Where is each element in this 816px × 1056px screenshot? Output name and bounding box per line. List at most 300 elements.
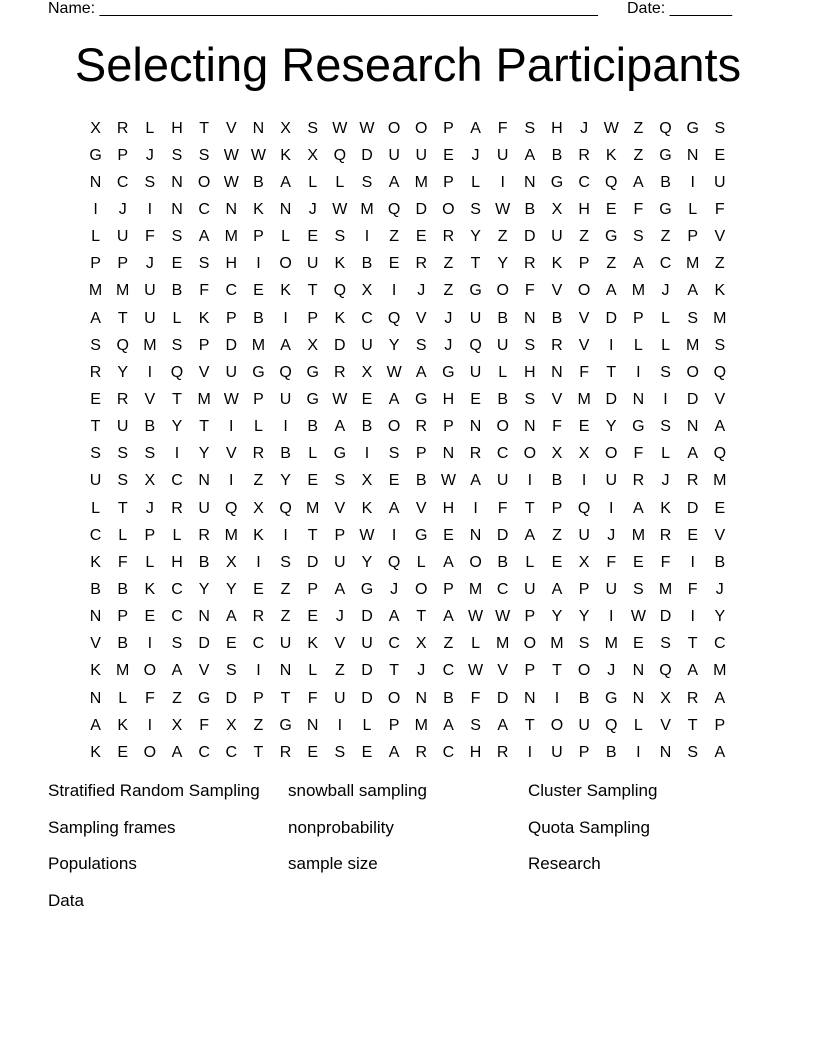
grid-letter[interactable]: X <box>361 472 373 490</box>
grid-letter[interactable]: G <box>415 390 428 408</box>
grid-letter[interactable]: B <box>198 553 210 571</box>
grid-letter[interactable]: W <box>603 119 619 137</box>
grid-letter[interactable]: M <box>306 499 320 517</box>
grid-letter[interactable]: D <box>334 336 346 354</box>
grid-letter[interactable]: T <box>552 662 562 680</box>
grid-letter[interactable]: G <box>659 146 672 164</box>
grid-letter[interactable]: F <box>470 689 481 707</box>
grid-letter[interactable]: I <box>147 635 153 653</box>
grid-letter[interactable]: P <box>90 255 101 273</box>
grid-letter[interactable]: D <box>361 662 373 680</box>
grid-letter[interactable]: S <box>334 228 346 246</box>
grid-letter[interactable]: L <box>172 526 182 544</box>
grid-letter[interactable]: P <box>551 499 563 517</box>
grid-letter[interactable]: B <box>551 146 563 164</box>
grid-letter[interactable]: M <box>577 390 591 408</box>
grid-letter[interactable]: R <box>551 336 563 354</box>
grid-letter[interactable]: Z <box>280 580 291 598</box>
grid-letter[interactable]: W <box>332 390 348 408</box>
grid-letter[interactable]: D <box>225 336 238 354</box>
grid-letter[interactable]: M <box>686 336 700 354</box>
grid-letter[interactable]: I <box>636 743 641 761</box>
grid-letter[interactable]: E <box>225 635 237 653</box>
grid-letter[interactable]: K <box>361 499 373 517</box>
grid-letter[interactable]: W <box>359 119 375 137</box>
grid-letter[interactable]: L <box>471 635 480 653</box>
grid-letter[interactable]: L <box>91 228 101 246</box>
grid-letter[interactable]: R <box>116 390 129 408</box>
grid-letter[interactable]: Z <box>389 228 399 246</box>
grid-letter[interactable]: S <box>714 119 726 137</box>
grid-letter[interactable]: E <box>307 608 319 626</box>
grid-letter[interactable]: C <box>171 580 183 598</box>
grid-letter[interactable]: L <box>498 363 508 381</box>
grid-letter[interactable]: T <box>199 418 210 436</box>
grid-letter[interactable]: E <box>361 390 373 408</box>
grid-letter[interactable]: S <box>524 119 536 137</box>
grid-letter[interactable]: M <box>713 309 727 327</box>
grid-letter[interactable]: S <box>660 363 671 381</box>
grid-letter[interactable]: I <box>581 472 587 490</box>
grid-letter[interactable]: I <box>93 200 98 218</box>
grid-letter[interactable]: A <box>714 418 726 436</box>
grid-letter[interactable]: L <box>661 336 670 354</box>
grid-letter[interactable]: E <box>388 472 400 490</box>
grid-letter[interactable]: P <box>117 146 129 164</box>
grid-letter[interactable]: W <box>359 526 375 544</box>
grid-letter[interactable]: G <box>360 580 374 598</box>
grid-letter[interactable]: B <box>497 553 509 571</box>
grid-letter[interactable]: U <box>415 146 428 164</box>
grid-letter[interactable]: N <box>632 662 645 680</box>
grid-letter[interactable]: R <box>279 743 292 761</box>
grid-letter[interactable]: K <box>280 146 291 164</box>
grid-letter[interactable]: N <box>686 418 699 436</box>
grid-letter[interactable]: M <box>631 282 646 300</box>
grid-letter[interactable]: X <box>307 336 319 354</box>
grid-letter[interactable]: V <box>551 282 563 300</box>
grid-letter[interactable]: E <box>171 255 183 273</box>
grid-letter[interactable]: S <box>470 716 481 734</box>
grid-letter[interactable]: O <box>523 445 537 463</box>
grid-letter[interactable]: I <box>364 228 370 246</box>
grid-letter[interactable]: W <box>386 363 402 381</box>
grid-letter[interactable]: A <box>687 445 698 463</box>
grid-letter[interactable]: C <box>198 200 210 218</box>
grid-letter[interactable]: U <box>361 336 373 354</box>
grid-letter[interactable]: U <box>496 146 509 164</box>
grid-letter[interactable]: H <box>469 743 482 761</box>
grid-letter[interactable]: L <box>308 662 318 680</box>
grid-letter[interactable]: D <box>415 200 428 218</box>
grid-letter[interactable]: R <box>578 146 590 164</box>
grid-letter[interactable]: B <box>443 689 454 707</box>
grid-letter[interactable]: C <box>578 173 590 191</box>
grid-letter[interactable]: S <box>361 173 373 191</box>
grid-letter[interactable]: B <box>497 309 509 327</box>
grid-letter[interactable]: U <box>605 580 618 598</box>
grid-letter[interactable]: L <box>633 716 643 734</box>
grid-letter[interactable]: X <box>415 635 427 653</box>
grid-letter[interactable]: Q <box>333 146 347 164</box>
grid-letter[interactable]: N <box>524 418 536 436</box>
grid-letter[interactable]: I <box>283 309 288 327</box>
grid-letter[interactable]: O <box>523 635 537 653</box>
grid-letter[interactable]: R <box>116 119 129 137</box>
grid-letter[interactable]: W <box>223 146 239 164</box>
grid-letter[interactable]: E <box>307 743 319 761</box>
grid-letter[interactable]: I <box>337 716 343 734</box>
grid-letter[interactable]: N <box>89 689 102 707</box>
grid-letter[interactable]: M <box>116 662 130 680</box>
grid-letter[interactable]: E <box>578 418 590 436</box>
grid-letter[interactable]: V <box>198 363 210 381</box>
grid-letter[interactable]: T <box>687 635 698 653</box>
grid-letter[interactable]: Y <box>470 228 481 246</box>
grid-letter[interactable]: L <box>525 553 535 571</box>
grid-letter[interactable]: Q <box>387 553 401 571</box>
grid-letter[interactable]: U <box>116 418 129 436</box>
grid-letter[interactable]: P <box>388 716 400 734</box>
grid-letter[interactable]: G <box>550 173 564 191</box>
grid-letter[interactable]: S <box>171 635 183 653</box>
grid-letter[interactable]: I <box>690 173 695 191</box>
grid-letter[interactable]: I <box>609 608 614 626</box>
grid-letter[interactable]: U <box>469 363 482 381</box>
grid-letter[interactable]: M <box>414 716 428 734</box>
grid-letter[interactable]: M <box>88 282 103 300</box>
grid-letter[interactable]: K <box>90 553 101 571</box>
grid-letter[interactable]: C <box>225 282 238 300</box>
grid-letter[interactable]: T <box>199 119 210 137</box>
grid-letter[interactable]: A <box>198 228 210 246</box>
grid-letter[interactable]: I <box>256 553 261 571</box>
grid-letter[interactable]: P <box>687 228 698 246</box>
grid-letter[interactable]: K <box>307 635 319 653</box>
grid-letter[interactable]: D <box>306 553 319 571</box>
grid-letter[interactable]: F <box>199 716 210 734</box>
grid-letter[interactable]: B <box>144 418 156 436</box>
grid-letter[interactable]: C <box>496 580 509 598</box>
grid-letter[interactable]: M <box>468 580 483 598</box>
grid-letter[interactable]: N <box>171 173 183 191</box>
grid-letter[interactable]: L <box>362 716 372 734</box>
grid-letter[interactable]: C <box>171 608 183 626</box>
grid-letter[interactable]: R <box>198 526 210 544</box>
grid-letter[interactable]: A <box>633 255 644 273</box>
grid-letter[interactable]: O <box>550 716 564 734</box>
grid-letter[interactable]: A <box>280 336 291 354</box>
grid-letter[interactable]: R <box>496 743 509 761</box>
grid-letter[interactable]: B <box>361 255 373 273</box>
grid-letter[interactable]: A <box>714 689 726 707</box>
grid-letter[interactable]: E <box>633 553 644 571</box>
grid-letter[interactable]: S <box>144 445 156 463</box>
grid-letter[interactable]: Y <box>388 336 400 354</box>
grid-letter[interactable]: H <box>225 255 238 273</box>
grid-letter[interactable]: J <box>471 146 480 164</box>
grid-letter[interactable]: B <box>578 689 590 707</box>
grid-letter[interactable]: Q <box>225 499 238 517</box>
grid-letter[interactable]: S <box>687 309 698 327</box>
grid-letter[interactable]: P <box>443 418 454 436</box>
grid-letter[interactable]: C <box>388 635 400 653</box>
grid-letter[interactable]: V <box>415 309 427 327</box>
grid-letter[interactable]: Z <box>579 228 589 246</box>
grid-letter[interactable]: T <box>307 526 318 544</box>
grid-letter[interactable]: Q <box>170 363 184 381</box>
grid-letter[interactable]: Z <box>172 689 182 707</box>
grid-letter[interactable]: X <box>551 200 563 218</box>
grid-letter[interactable]: Q <box>387 200 401 218</box>
grid-letter[interactable]: T <box>117 309 128 327</box>
grid-letter[interactable]: E <box>253 580 264 598</box>
grid-letter[interactable]: D <box>361 689 373 707</box>
grid-letter[interactable]: F <box>199 282 210 300</box>
grid-letter[interactable]: L <box>633 336 643 354</box>
grid-letter[interactable]: V <box>714 390 726 408</box>
grid-letter[interactable]: I <box>554 689 560 707</box>
grid-letter[interactable]: R <box>442 228 455 246</box>
grid-letter[interactable]: A <box>714 743 726 761</box>
grid-letter[interactable]: N <box>89 608 102 626</box>
grid-letter[interactable]: Y <box>605 418 617 436</box>
grid-letter[interactable]: K <box>551 255 563 273</box>
grid-letter[interactable]: F <box>497 119 508 137</box>
grid-letter[interactable]: T <box>470 255 481 273</box>
grid-letter[interactable]: A <box>443 608 454 626</box>
grid-letter[interactable]: A <box>633 499 644 517</box>
grid-letter[interactable]: G <box>333 445 347 463</box>
grid-letter[interactable]: P <box>578 580 590 598</box>
grid-letter[interactable]: E <box>470 390 481 408</box>
grid-letter[interactable]: F <box>633 200 644 218</box>
grid-letter[interactable]: P <box>117 608 129 626</box>
grid-letter[interactable]: V <box>225 119 237 137</box>
grid-letter[interactable]: U <box>496 472 509 490</box>
grid-letter[interactable]: D <box>605 390 618 408</box>
grid-letter[interactable]: P <box>578 743 590 761</box>
grid-letter[interactable]: S <box>90 336 101 354</box>
grid-letter[interactable]: O <box>415 119 428 137</box>
grid-letter[interactable]: Z <box>334 662 345 680</box>
grid-letter[interactable]: P <box>524 608 536 626</box>
grid-letter[interactable]: D <box>361 608 373 626</box>
grid-letter[interactable]: T <box>687 716 698 734</box>
grid-letter[interactable]: A <box>470 472 481 490</box>
grid-letter[interactable]: M <box>143 336 157 354</box>
grid-letter[interactable]: B <box>171 282 183 300</box>
grid-letter[interactable]: B <box>117 635 129 653</box>
grid-letter[interactable]: N <box>632 689 645 707</box>
grid-letter[interactable]: P <box>714 716 726 734</box>
grid-letter[interactable]: P <box>307 309 319 327</box>
grid-letter[interactable]: J <box>607 526 616 544</box>
grid-letter[interactable]: F <box>714 200 725 218</box>
grid-letter[interactable]: S <box>388 445 400 463</box>
grid-letter[interactable]: J <box>661 472 670 490</box>
grid-letter[interactable]: X <box>171 716 183 734</box>
grid-letter[interactable]: B <box>605 743 617 761</box>
grid-letter[interactable]: P <box>117 255 129 273</box>
grid-letter[interactable]: S <box>524 390 536 408</box>
grid-letter[interactable]: B <box>117 580 129 598</box>
grid-letter[interactable]: V <box>497 662 509 680</box>
grid-letter[interactable]: H <box>524 363 536 381</box>
grid-letter[interactable]: W <box>250 146 266 164</box>
grid-letter[interactable]: X <box>578 553 590 571</box>
grid-letter[interactable]: V <box>144 390 156 408</box>
grid-letter[interactable]: S <box>524 336 536 354</box>
grid-letter[interactable]: I <box>391 282 397 300</box>
grid-letter[interactable]: L <box>416 553 426 571</box>
grid-letter[interactable]: V <box>198 662 210 680</box>
grid-letter[interactable]: R <box>415 255 428 273</box>
grid-letter[interactable]: J <box>580 119 589 137</box>
grid-letter[interactable]: R <box>686 472 699 490</box>
grid-letter[interactable]: L <box>172 309 182 327</box>
grid-letter[interactable]: J <box>444 309 453 327</box>
grid-letter[interactable]: O <box>605 445 618 463</box>
grid-letter[interactable]: Z <box>660 228 671 246</box>
grid-letter[interactable]: R <box>415 418 428 436</box>
grid-letter[interactable]: R <box>659 526 672 544</box>
grid-letter[interactable]: I <box>256 255 261 273</box>
grid-letter[interactable]: H <box>551 119 563 137</box>
grid-letter[interactable]: P <box>225 309 237 327</box>
grid-letter[interactable]: G <box>197 689 211 707</box>
grid-letter[interactable]: S <box>334 743 346 761</box>
grid-letter[interactable]: J <box>145 255 154 273</box>
grid-letter[interactable]: V <box>415 499 427 517</box>
grid-letter[interactable]: T <box>253 743 264 761</box>
grid-letter[interactable]: K <box>605 146 617 164</box>
grid-letter[interactable]: N <box>469 526 482 544</box>
grid-letter[interactable]: W <box>495 200 511 218</box>
grid-letter[interactable]: J <box>390 580 399 598</box>
grid-letter[interactable]: W <box>467 662 484 680</box>
grid-letter[interactable]: T <box>606 363 617 381</box>
grid-letter[interactable]: R <box>89 363 102 381</box>
grid-letter[interactable]: C <box>714 635 726 653</box>
grid-letter[interactable]: K <box>253 526 264 544</box>
grid-letter[interactable]: S <box>714 336 726 354</box>
grid-letter[interactable]: B <box>253 173 264 191</box>
grid-letter[interactable]: G <box>442 363 455 381</box>
grid-letter[interactable]: G <box>415 526 428 544</box>
grid-letter[interactable]: B <box>307 418 319 436</box>
grid-letter[interactable]: I <box>147 716 153 734</box>
grid-letter[interactable]: S <box>633 580 644 598</box>
grid-letter[interactable]: A <box>388 390 400 408</box>
grid-letter[interactable]: Z <box>714 255 725 273</box>
grid-letter[interactable]: V <box>334 499 346 517</box>
grid-letter[interactable]: L <box>661 309 670 327</box>
grid-letter[interactable]: U <box>551 228 563 246</box>
grid-letter[interactable]: F <box>552 418 562 436</box>
grid-letter[interactable]: Z <box>633 146 644 164</box>
grid-letter[interactable]: F <box>144 228 155 246</box>
grid-letter[interactable]: J <box>715 580 724 598</box>
grid-letter[interactable]: N <box>469 418 482 436</box>
grid-letter[interactable]: I <box>527 743 533 761</box>
grid-letter[interactable]: A <box>443 716 454 734</box>
grid-letter[interactable]: S <box>171 336 183 354</box>
grid-letter[interactable]: P <box>144 526 156 544</box>
grid-letter[interactable]: S <box>660 635 671 653</box>
grid-letter[interactable]: I <box>229 472 234 490</box>
grid-letter[interactable]: Q <box>387 309 401 327</box>
grid-letter[interactable]: F <box>579 363 589 381</box>
grid-letter[interactable]: O <box>387 418 401 436</box>
grid-letter[interactable]: M <box>604 635 618 653</box>
grid-letter[interactable]: U <box>334 689 346 707</box>
grid-letter[interactable]: S <box>198 255 210 273</box>
grid-letter[interactable]: P <box>578 255 590 273</box>
grid-letter[interactable]: I <box>663 390 668 408</box>
grid-letter[interactable]: O <box>496 282 509 300</box>
grid-letter[interactable]: L <box>688 200 698 218</box>
grid-letter[interactable]: W <box>332 200 348 218</box>
grid-letter[interactable]: E <box>415 228 427 246</box>
grid-letter[interactable]: K <box>253 200 264 218</box>
grid-letter[interactable]: I <box>609 499 614 517</box>
grid-letter[interactable]: A <box>415 363 427 381</box>
grid-letter[interactable]: Q <box>577 499 591 517</box>
grid-letter[interactable]: A <box>497 716 509 734</box>
grid-letter[interactable]: B <box>497 390 509 408</box>
grid-letter[interactable]: Q <box>469 336 482 354</box>
grid-letter[interactable]: E <box>253 282 264 300</box>
grid-letter[interactable]: S <box>307 119 319 137</box>
grid-letter[interactable]: I <box>473 499 478 517</box>
grid-letter[interactable]: T <box>524 716 535 734</box>
grid-letter[interactable]: L <box>471 173 480 191</box>
grid-letter[interactable]: X <box>660 689 671 707</box>
grid-letter[interactable]: D <box>361 146 373 164</box>
grid-letter[interactable]: F <box>687 580 698 598</box>
grid-letter[interactable]: M <box>550 635 564 653</box>
grid-letter[interactable]: K <box>144 580 156 598</box>
grid-letter[interactable]: N <box>524 309 536 327</box>
grid-letter[interactable]: X <box>361 363 373 381</box>
grid-letter[interactable]: B <box>415 472 427 490</box>
grid-letter[interactable]: M <box>251 336 266 354</box>
grid-letter[interactable]: G <box>252 363 265 381</box>
grid-letter[interactable]: O <box>469 553 482 571</box>
grid-letter[interactable]: P <box>633 309 644 327</box>
grid-letter[interactable]: H <box>578 200 590 218</box>
grid-letter[interactable]: N <box>198 472 210 490</box>
grid-letter[interactable]: A <box>171 743 183 761</box>
grid-letter[interactable]: R <box>334 363 346 381</box>
grid-letter[interactable]: X <box>225 716 237 734</box>
grid-letter[interactable]: I <box>229 418 234 436</box>
grid-letter[interactable]: A <box>388 608 400 626</box>
grid-letter[interactable]: T <box>117 499 128 517</box>
grid-letter[interactable]: G <box>605 228 618 246</box>
grid-letter[interactable]: S <box>90 445 101 463</box>
grid-letter[interactable]: Q <box>605 173 618 191</box>
grid-letter[interactable]: Z <box>552 526 562 544</box>
grid-letter[interactable]: U <box>551 743 563 761</box>
grid-letter[interactable]: Y <box>171 418 183 436</box>
grid-letter[interactable]: Y <box>714 608 726 626</box>
grid-letter[interactable]: A <box>524 526 536 544</box>
grid-letter[interactable]: C <box>171 472 183 490</box>
grid-letter[interactable]: J <box>118 200 127 218</box>
grid-letter[interactable]: N <box>524 689 536 707</box>
